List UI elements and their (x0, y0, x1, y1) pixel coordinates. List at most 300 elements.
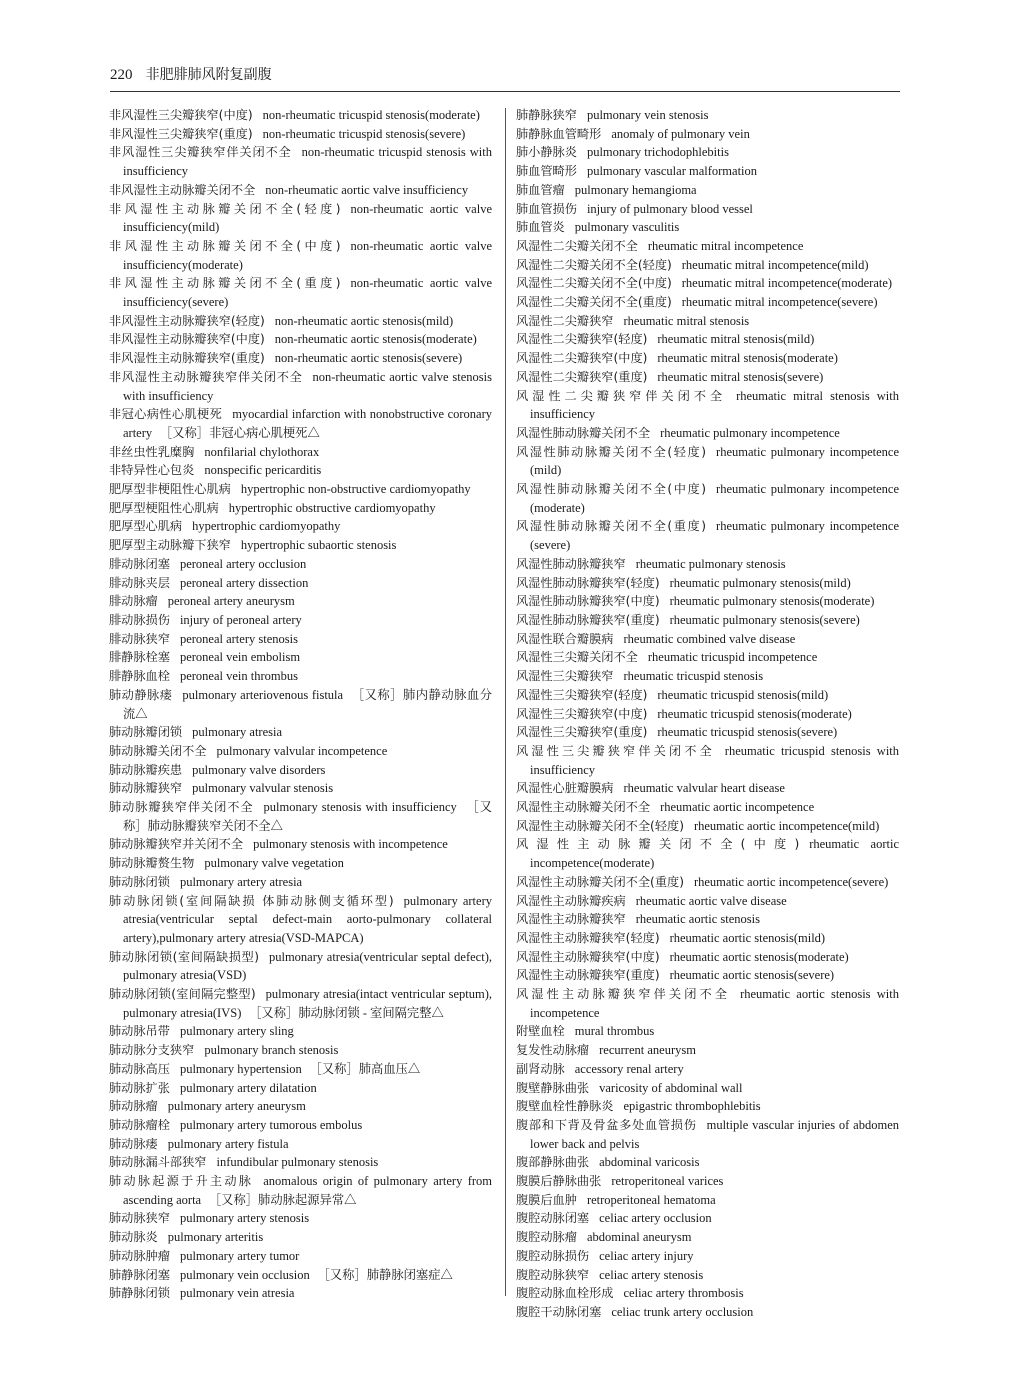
entry-chinese-term: 风湿性三尖瓣关闭不全 (516, 650, 638, 665)
entry-synonym-note: ［又称］肺动脉闭锁 - 室间隔完整△ (249, 1005, 444, 1020)
entry-english-term: celiac artery thrombosis (623, 1286, 744, 1301)
entry-english-term: celiac artery stenosis (599, 1267, 704, 1282)
glossary-entry (109, 517, 492, 536)
entry-english-term: peroneal artery dissection (179, 575, 309, 590)
glossary-entry (109, 480, 492, 499)
entry-chinese-term: 肺动脉闭锁(室间隔完整型) (109, 987, 256, 1002)
entry-chinese-term: 非风湿性三尖瓣狭窄伴关闭不全 (109, 145, 292, 160)
entry-english-term: non-rheumatic aortic valve insufficiency(moderate) (123, 238, 492, 272)
glossary-entry (109, 574, 492, 593)
entry-english-term: nonfilarial chylothorax (204, 444, 320, 459)
glossary-entry (109, 667, 492, 686)
entry-english-term: pulmonary artery atresia(ventricular septal defect-main aorto-pulmonary collateral artery),pulmonary artery atresia(VSD-MAPCA) (123, 893, 492, 945)
entry-chinese-term: 非风湿性主动脉瓣关闭不全(重度) (109, 276, 341, 291)
entry-english-term: pulmonary atresia(intact ventricular septum), pulmonary atresia(IVS) (123, 987, 492, 1020)
entry-chinese-term: 肺动脉吊带 (109, 1024, 170, 1039)
entry-chinese-term: 风湿性主动脉瓣关闭不全(轻度) (516, 818, 684, 833)
entry-english-term: peroneal artery occlusion (179, 556, 307, 571)
entry-english-term: pulmonary vein stenosis (586, 108, 709, 122)
glossary-entry (109, 536, 492, 555)
entry-chinese-term: 副肾动脉 (516, 1061, 565, 1076)
entry-chinese-term: 腓动脉闭塞 (109, 556, 170, 571)
glossary-entry (516, 443, 899, 480)
entry-english-term: rheumatic valvular heart disease (623, 781, 785, 796)
entry-english-term: rheumatic aortic stenosis (635, 912, 760, 927)
entry-english-term: recurrent aneurysm (599, 1043, 696, 1058)
glossary-entry (516, 181, 899, 200)
glossary-entry (109, 1228, 492, 1247)
entry-synonym-note: ［又称］非冠心病心肌梗死△ (159, 425, 320, 440)
glossary-entry (109, 1060, 492, 1079)
entry-english-term: hypertrophic cardiomyopathy (192, 519, 341, 534)
entry-english-term: pulmonary vein atresia (179, 1286, 295, 1301)
glossary-entry (109, 779, 492, 798)
glossary-entry (516, 1079, 899, 1098)
entry-chinese-term: 风湿性肺动脉瓣关闭不全 (516, 425, 651, 440)
entry-chinese-term: 肥厚型梗阻性心肌病 (109, 500, 219, 515)
page-number: 220 (110, 67, 133, 83)
entry-english-term: pulmonary valvular incompetence (216, 743, 388, 758)
glossary-entry (109, 1135, 492, 1154)
entry-chinese-term: 肺静脉血管畸形 (516, 126, 602, 141)
glossary-entry (516, 873, 899, 892)
entry-chinese-term: 风湿性肺动脉瓣狭窄(重度) (516, 612, 660, 627)
glossary-entry (516, 125, 899, 144)
glossary-entry (516, 1060, 899, 1079)
glossary-entry (516, 387, 899, 424)
glossary-entry (516, 723, 899, 742)
entry-chinese-term: 肺动静脉瘘 (109, 687, 173, 702)
entry-synonym-note: ［又称］肺动脉瓣狭窄关闭不全△ (123, 800, 492, 833)
entry-chinese-term: 腹壁静脉曲张 (516, 1080, 590, 1095)
entry-chinese-term: 风湿性肺动脉瓣关闭不全(中度) (516, 482, 707, 497)
glossary-entry (516, 611, 899, 630)
entry-english-term: rheumatic aortic incompetence(severe) (693, 874, 889, 889)
entry-english-term: non-rheumatic aortic valve stenosis with insufficiency (123, 369, 493, 403)
glossary-entry (516, 686, 899, 705)
right-column (516, 106, 899, 1322)
entry-english-term: rheumatic pulmonary stenosis(moderate) (669, 594, 875, 609)
entry-english-term: rheumatic mitral incompetence(moderate) (681, 276, 893, 291)
glossary-entry (109, 461, 492, 480)
entry-english-term: rheumatic mitral stenosis(mild) (657, 332, 815, 347)
entry-english-term: pulmonary stenosis with incompetence (253, 837, 448, 852)
entry-chinese-term: 风湿性心脏瓣膜病 (516, 781, 614, 796)
glossary-entry (516, 798, 899, 817)
glossary-entry (516, 929, 899, 948)
entry-chinese-term: 腹腔动脉闭塞 (516, 1211, 590, 1226)
entry-chinese-term: 附壁血栓 (516, 1024, 565, 1039)
entry-english-term: rheumatic mitral stenosis (623, 313, 750, 328)
glossary-entry (109, 648, 492, 667)
entry-chinese-term: 风湿性二尖瓣狭窄(中度) (516, 351, 648, 366)
entry-chinese-term: 肺动脉漏斗部狭窄 (109, 1155, 207, 1170)
entry-english-term: abdominal varicosis (599, 1155, 700, 1170)
entry-english-term: peroneal artery aneurysm (167, 594, 295, 609)
entry-english-term: pulmonary vein occlusion (179, 1267, 310, 1282)
entry-english-term: anomaly of pulmonary vein (611, 126, 750, 141)
glossary-entry (109, 237, 492, 274)
glossary-entry (516, 424, 899, 443)
entry-chinese-term: 肺静脉闭塞 (109, 1267, 170, 1282)
glossary-entry (109, 1097, 492, 1116)
glossary-entry (109, 1079, 492, 1098)
column-divider (505, 108, 506, 1296)
entry-chinese-term: 风湿性二尖瓣关闭不全(轻度) (516, 257, 672, 272)
entry-synonym-note: ［又称］肺高血压△ (309, 1061, 421, 1076)
glossary-entry (109, 274, 492, 311)
entry-chinese-term: 肺血管损伤 (516, 201, 577, 216)
glossary-entry (516, 985, 899, 1022)
entry-chinese-term: 肺动脉肿瘤 (109, 1248, 170, 1263)
entry-chinese-term: 腓动脉瘤 (109, 594, 158, 609)
entry-english-term: non-rheumatic aortic valve insufficiency(severe) (123, 276, 492, 310)
entry-chinese-term: 复发性动脉瘤 (516, 1043, 590, 1058)
entry-chinese-term: 非风湿性主动脉瓣关闭不全(轻度) (109, 201, 341, 216)
entry-chinese-term: 风湿性肺动脉瓣狭窄 (516, 556, 626, 571)
entry-english-term: rheumatic aortic valve disease (635, 893, 787, 908)
entry-chinese-term: 肺动脉瓣狭窄伴关闭不全 (109, 800, 254, 815)
entry-english-term: rheumatic mitral stenosis(moderate) (657, 351, 838, 366)
entry-english-term: pulmonary valve disorders (192, 762, 326, 777)
entry-english-term: pulmonary artery fistula (167, 1136, 289, 1151)
glossary-entry (109, 125, 492, 144)
glossary-entry (109, 798, 492, 835)
entry-chinese-term: 风湿性肺动脉瓣狭窄(轻度) (516, 575, 660, 590)
entry-english-term: non-rheumatic aortic stenosis(mild) (274, 313, 454, 328)
entry-english-term: non-rheumatic tricuspid stenosis with insufficiency (123, 145, 492, 179)
glossary-entry (109, 723, 492, 742)
entry-chinese-term: 风湿性主动脉瓣关闭不全(重度) (516, 874, 684, 889)
glossary-entry (516, 517, 899, 554)
entry-chinese-term: 风湿性二尖瓣关闭不全 (516, 238, 638, 253)
entry-chinese-term: 腓动脉损伤 (109, 612, 170, 627)
entry-english-term: myocardial infarction with nonobstructive coronary artery (123, 407, 492, 440)
entry-chinese-term: 肺动脉瓣狭窄并关闭不全 (109, 837, 244, 852)
glossary-entry (516, 368, 899, 387)
glossary-entry (109, 892, 492, 948)
entry-english-term: pulmonary valvular stenosis (192, 781, 334, 796)
entry-english-term: peroneal vein embolism (179, 650, 301, 665)
entry-chinese-term: 风湿性二尖瓣狭窄(轻度) (516, 332, 648, 347)
entry-english-term: rheumatic tricuspid stenosis (623, 669, 764, 684)
entry-chinese-term: 腓动脉夹层 (109, 575, 170, 590)
glossary-entry (109, 1247, 492, 1266)
entry-chinese-term: 肺动脉瘤 (109, 1099, 158, 1114)
entry-chinese-term: 非丝虫性乳糜胸 (109, 444, 195, 459)
entry-english-term: accessory renal artery (574, 1061, 684, 1076)
glossary-entry (516, 1266, 899, 1285)
entry-chinese-term: 肺动脉高压 (109, 1061, 170, 1076)
glossary-entry (516, 1209, 899, 1228)
entry-chinese-term: 肺动脉瓣关闭不全 (109, 743, 207, 758)
glossary-entry (516, 592, 899, 611)
glossary-entry (109, 1172, 492, 1209)
running-title: 非肥腓肺风附复副腹 (145, 67, 272, 83)
entry-chinese-term: 风湿性三尖瓣狭窄(轻度) (516, 687, 648, 702)
entry-english-term: injury of pulmonary blood vessel (586, 201, 753, 216)
glossary-entry (109, 1209, 492, 1228)
entry-chinese-term: 肺动脉闭锁(室间隔缺损型) (109, 949, 259, 964)
entry-english-term: pulmonary atresia (192, 725, 283, 740)
entry-chinese-term: 风湿性肺动脉瓣关闭不全(重度) (516, 519, 707, 534)
glossary-entry (516, 574, 899, 593)
entry-english-term: peroneal artery stenosis (179, 631, 298, 646)
glossary-entry (516, 1097, 899, 1116)
entry-chinese-term: 风湿性主动脉瓣疾病 (516, 893, 626, 908)
entry-chinese-term: 风湿性二尖瓣狭窄 (516, 313, 614, 328)
entry-chinese-term: 肺动脉闭锁(室间隔缺损 体肺动脉侧支循环型) (109, 893, 394, 908)
entry-chinese-term: 腓静脉栓塞 (109, 650, 170, 665)
entry-chinese-term: 肺动脉炎 (109, 1230, 158, 1245)
glossary-entry (109, 1153, 492, 1172)
entry-chinese-term: 风湿性三尖瓣狭窄 (516, 669, 614, 684)
glossary-entry (516, 200, 899, 219)
glossary-entry (516, 1284, 899, 1303)
entry-english-term: anomalous origin of pulmonary artery from ascending aorta (123, 1174, 492, 1207)
entry-chinese-term: 风湿性二尖瓣狭窄伴关闭不全 (516, 388, 727, 403)
entry-english-term: non-rheumatic tricuspid stenosis(moderate) (262, 108, 480, 122)
entry-chinese-term: 非风湿性主动脉瓣关闭不全 (109, 182, 256, 197)
entry-chinese-term: 风湿性主动脉瓣狭窄(轻度) (516, 930, 660, 945)
entry-synonym-note: ［又称］肺动脉起源异常△ (208, 1192, 357, 1207)
entry-english-term: pulmonary artery tumor (179, 1248, 300, 1263)
glossary-entry (516, 835, 899, 872)
glossary-entry (109, 611, 492, 630)
glossary-entry (109, 555, 492, 574)
entry-english-term: rheumatic combined valve disease (623, 631, 796, 646)
glossary-entry (109, 312, 492, 331)
glossary-entry (516, 480, 899, 517)
entry-chinese-term: 腓动脉狭窄 (109, 631, 170, 646)
entry-english-term: infundibular pulmonary stenosis (216, 1155, 379, 1170)
entry-chinese-term: 肺动脉瓣狭窄 (109, 781, 183, 796)
entry-chinese-term: 肺动脉瘤栓 (109, 1117, 170, 1132)
entry-chinese-term: 腹部和下背及骨盆多处血管损伤 (516, 1117, 697, 1132)
glossary-entry (516, 555, 899, 574)
glossary-entry (516, 349, 899, 368)
entry-synonym-note: ［又称］肺内静动脉血分流△ (123, 687, 492, 721)
entry-english-term: pulmonary stenosis with insufficiency (263, 800, 457, 815)
entry-english-term: rheumatic mitral stenosis(severe) (657, 369, 824, 384)
entry-english-term: varicosity of abdominal wall (599, 1080, 743, 1095)
entry-english-term: pulmonary vascular malformation (586, 164, 758, 179)
entry-english-term: multiple vascular injuries of abdomen lower back and pelvis (530, 1117, 899, 1151)
entry-english-term: epigastric thrombophlebitis (623, 1099, 761, 1114)
entry-chinese-term: 风湿性主动脉瓣关闭不全 (516, 800, 651, 815)
glossary-entry (109, 499, 492, 518)
entry-english-term: non-rheumatic tricuspid stenosis(severe) (262, 126, 466, 141)
glossary-entry (516, 779, 899, 798)
entry-english-term: rheumatic pulmonary incompetence (severe) (530, 519, 899, 553)
entry-english-term: pulmonary vasculitis (574, 220, 680, 235)
entry-english-term: retroperitoneal hematoma (586, 1192, 716, 1207)
glossary-entry (516, 1041, 899, 1060)
entry-chinese-term: 腹部静脉曲张 (516, 1155, 590, 1170)
entry-english-term: peroneal vein thrombus (179, 669, 298, 684)
glossary-entry (516, 892, 899, 911)
entry-english-term: pulmonary hypertension (179, 1061, 302, 1076)
entry-english-term: pulmonary artery aneurysm (167, 1099, 306, 1114)
glossary-entry (109, 1284, 492, 1303)
glossary-entry (516, 910, 899, 929)
entry-english-term: rheumatic tricuspid stenosis(mild) (657, 687, 829, 702)
entry-english-term: pulmonary arteriovenous fistula (182, 687, 344, 702)
entry-chinese-term: 肺动脉分支狭窄 (109, 1043, 195, 1058)
entry-english-term: rheumatic aortic stenosis(mild) (669, 930, 826, 945)
glossary-entry (109, 1022, 492, 1041)
glossary-entry (516, 667, 899, 686)
glossary-entry (516, 106, 899, 125)
glossary-entry (516, 293, 899, 312)
entry-english-term: pulmonary artery atresia (179, 874, 303, 889)
entry-english-term: pulmonary hemangioma (574, 182, 697, 197)
entry-chinese-term: 腹膜后静脉曲张 (516, 1174, 602, 1189)
entry-chinese-term: 腹膜后血肿 (516, 1192, 577, 1207)
entry-english-term: hypertrophic obstructive cardiomyopathy (228, 500, 436, 515)
entry-chinese-term: 非风湿性三尖瓣狭窄(中度) (109, 108, 253, 122)
entry-english-term: pulmonary arteritis (167, 1230, 264, 1245)
entry-chinese-term: 肥厚型非梗阻性心肌病 (109, 482, 231, 497)
entry-chinese-term: 非风湿性主动脉瓣狭窄(中度) (109, 332, 265, 347)
glossary-entry (516, 274, 899, 293)
entry-chinese-term: 风湿性肺动脉瓣关闭不全(轻度) (516, 444, 707, 459)
entry-chinese-term: 肺动脉瓣闭锁 (109, 725, 183, 740)
entry-english-term: rheumatic mitral incompetence (647, 238, 804, 253)
glossary-entry (516, 1153, 899, 1172)
entry-english-term: injury of peroneal artery (179, 612, 302, 627)
entry-english-term: rheumatic pulmonary incompetence (mild) (530, 444, 899, 478)
glossary-entry (516, 1247, 899, 1266)
entry-synonym-note: ［又称］肺静脉闭塞症△ (317, 1267, 453, 1282)
entry-english-term: celiac artery injury (599, 1248, 694, 1263)
glossary-entry (109, 592, 492, 611)
entry-english-term: hypertrophic non-obstructive cardiomyopathy (240, 482, 471, 497)
entry-english-term: mural thrombus (574, 1024, 655, 1039)
entry-english-term: pulmonary artery stenosis (179, 1211, 310, 1226)
glossary-entry (516, 817, 899, 836)
glossary-entry (516, 1228, 899, 1247)
entry-english-term: rheumatic aortic stenosis(severe) (669, 968, 835, 983)
entry-chinese-term: 肺动脉闭锁 (109, 874, 170, 889)
glossary-entry (109, 1041, 492, 1060)
glossary-entry (516, 742, 899, 779)
entry-chinese-term: 肺动脉瓣赘生物 (109, 856, 195, 871)
entry-chinese-term: 肺动脉狭窄 (109, 1211, 170, 1226)
entry-chinese-term: 腹壁血栓性静脉炎 (516, 1099, 614, 1114)
glossary-entry (109, 835, 492, 854)
entry-english-term: pulmonary artery sling (179, 1024, 294, 1039)
glossary-entry (516, 312, 899, 331)
entry-chinese-term: 风湿性三尖瓣狭窄(中度) (516, 706, 648, 721)
entry-english-term: non-rheumatic aortic valve insufficiency(mild) (123, 201, 492, 235)
glossary-entry (516, 648, 899, 667)
entry-english-term: non-rheumatic aortic stenosis(severe) (274, 351, 463, 366)
glossary-entry (109, 200, 492, 237)
entry-chinese-term: 非特异性心包炎 (109, 463, 195, 478)
glossary-entry (109, 1116, 492, 1135)
entry-chinese-term: 非风湿性主动脉瓣狭窄(轻度) (109, 313, 265, 328)
entry-english-term: rheumatic pulmonary stenosis(mild) (669, 575, 851, 590)
glossary-entry (516, 1172, 899, 1191)
entry-english-term: non-rheumatic aortic valve insufficiency (265, 182, 469, 197)
glossary-entry (109, 985, 492, 1022)
glossary-entry (109, 405, 492, 442)
entry-chinese-term: 肥厚型主动脉瓣下狭窄 (109, 538, 231, 553)
glossary-entry (516, 237, 899, 256)
entry-chinese-term: 腹腔干动脉闭塞 (516, 1305, 602, 1319)
entry-chinese-term: 风湿性二尖瓣关闭不全(重度) (516, 295, 672, 310)
entry-english-term: rheumatic aortic stenosis(moderate) (669, 949, 849, 964)
entry-english-term: celiac trunk artery occlusion (611, 1305, 754, 1319)
glossary-entry (109, 854, 492, 873)
glossary-entry (109, 106, 492, 125)
entry-chinese-term: 腹腔动脉瘤 (516, 1230, 577, 1245)
glossary-entry (516, 1191, 899, 1210)
entry-chinese-term: 肺血管炎 (516, 220, 565, 235)
entry-english-term: rheumatic aortic incompetence(moderate) (530, 837, 899, 871)
glossary-entry (516, 1116, 899, 1153)
entry-english-term: rheumatic tricuspid stenosis with insufficiency (530, 743, 900, 777)
glossary-entry (109, 143, 492, 180)
entry-english-term: rheumatic pulmonary incompetence (660, 425, 840, 440)
entry-chinese-term: 非风湿性主动脉瓣关闭不全(中度) (109, 238, 341, 253)
entry-english-term: rheumatic mitral stenosis with insufficiency (530, 388, 900, 422)
entry-english-term: rheumatic mitral incompetence(severe) (681, 295, 878, 310)
entry-english-term: rheumatic aortic incompetence (660, 800, 815, 815)
glossary-entry (516, 330, 899, 349)
entry-chinese-term: 风湿性二尖瓣狭窄(重度) (516, 369, 648, 384)
glossary-entry (109, 349, 492, 368)
entry-english-term: pulmonary valve vegetation (204, 856, 344, 871)
entry-english-term: rheumatic tricuspid stenosis(moderate) (657, 706, 852, 721)
entry-english-term: pulmonary artery tumorous embolus (179, 1117, 363, 1132)
glossary-entry (109, 948, 492, 985)
entry-chinese-term: 腹腔动脉损伤 (516, 1248, 590, 1263)
entry-chinese-term: 风湿性肺动脉瓣狭窄(中度) (516, 594, 660, 609)
entry-chinese-term: 腓静脉血栓 (109, 669, 170, 684)
glossary-entry (109, 443, 492, 462)
glossary-entry (109, 1266, 492, 1285)
entry-chinese-term: 非冠心病性心肌梗死 (109, 407, 223, 422)
entry-english-term: retroperitoneal varices (611, 1174, 724, 1189)
glossary-entry (109, 873, 492, 892)
left-column (109, 106, 492, 1303)
entry-chinese-term: 肺血管畸形 (516, 164, 577, 179)
glossary-entry (516, 143, 899, 162)
entry-chinese-term: 肺动脉瘘 (109, 1136, 158, 1151)
entry-chinese-term: 腹腔动脉狭窄 (516, 1267, 590, 1282)
entry-english-term: rheumatic aortic stenosis with incompetence (530, 987, 900, 1020)
glossary-entry (516, 1303, 899, 1322)
entry-chinese-term: 肺静脉闭锁 (109, 1286, 170, 1301)
glossary-entry (109, 330, 492, 349)
glossary-entry (516, 218, 899, 237)
glossary-entry (109, 630, 492, 649)
entry-chinese-term: 风湿性主动脉瓣狭窄 (516, 912, 626, 927)
entry-english-term: pulmonary trichodophlebitis (586, 145, 729, 160)
glossary-entry (109, 181, 492, 200)
glossary-entry (516, 948, 899, 967)
entry-english-term: nonspecific pericarditis (204, 463, 322, 478)
entry-chinese-term: 风湿性主动脉瓣狭窄(中度) (516, 949, 660, 964)
entry-chinese-term: 肺动脉起源于升主动脉 (109, 1174, 254, 1189)
header-rule (110, 91, 900, 92)
glossary-entry (516, 162, 899, 181)
entry-chinese-term: 肺血管瘤 (516, 182, 565, 197)
entry-chinese-term: 腹腔动脉血栓形成 (516, 1286, 614, 1301)
entry-english-term: rheumatic pulmonary incompetence (moderate) (530, 482, 899, 515)
